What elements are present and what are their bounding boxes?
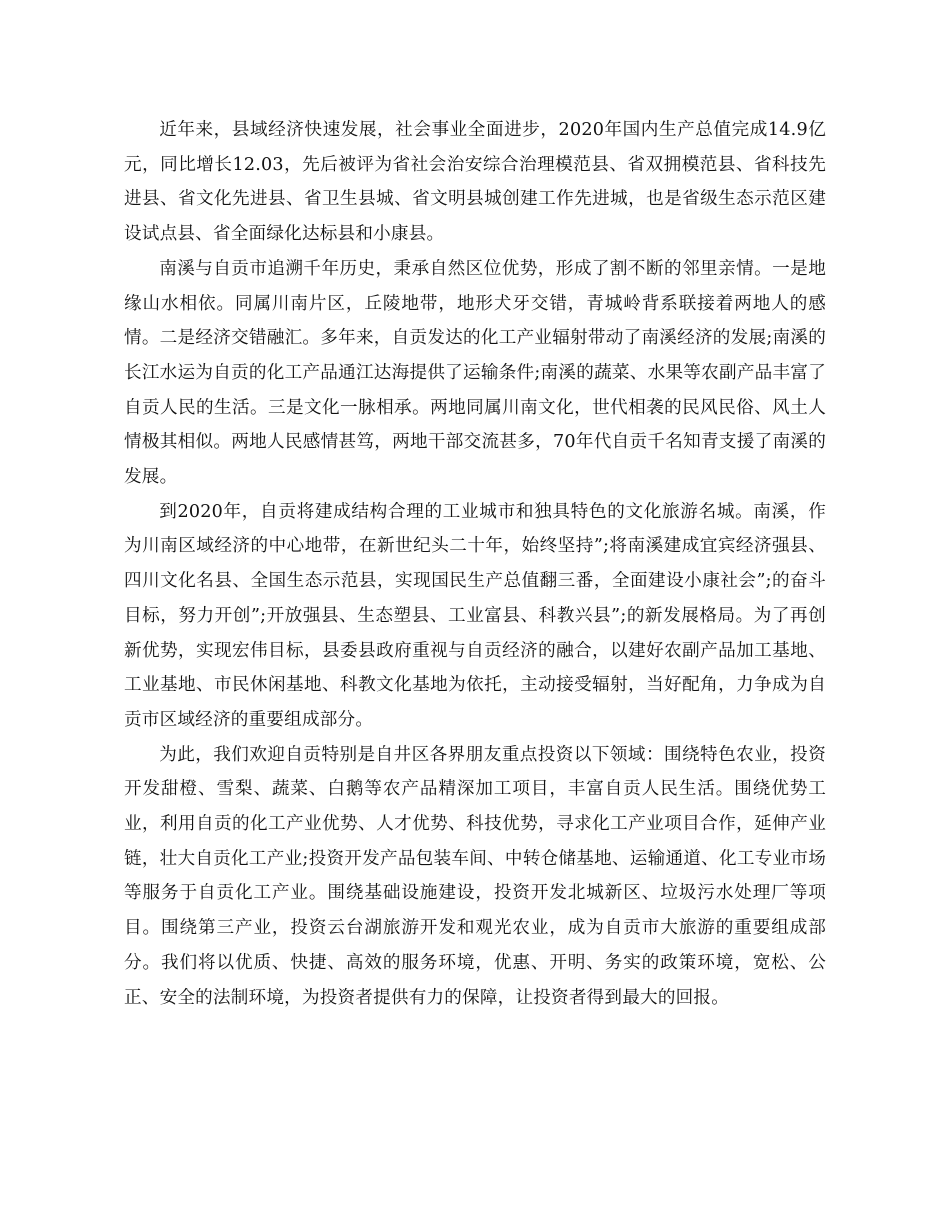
paragraph-4: 为此，我们欢迎自贡特别是自井区各界朋友重点投资以下领域：围绕特色农业，投资开发甜橙、雪梨、蔬菜、白鹅等农产品精深加工项目，丰富自贡人民生活。围绕优势工业，利用自贡的化工产业优势、人才优势、科技优势，寻求化工产业项目合作，延伸产业链，壮大自贡化工产业;投资开发产品包装车间、中转仓储基地、运输通道、化工专业市场等服务于自贡化工产业。围绕基础设施建设，投资开发北城新区、垃圾污水处理厂等项目。围绕第三产业，投资云台湖旅游开发和观光农业，成为自贡市大旅游的重要组成部分。我们将以优质、快捷、高效的服务环境，优惠、开明、务实的政策环境，宽松、公正、安全的法制环境，为投资者提供有力的保障，让投资者得到最大的回报。 [124,744,826,1008]
paragraph-1: 近年来，县域经济快速发展，社会事业全面进步，2020年国内生产总值完成14.9亿元，同比增长12.03，先后被评为省社会治安综合治理模范县、省双拥模范县、省科技先进县、省文化先进县、省卫生县城、省文明县城创建工作先进城，也是省级生态示范区建设试点县、省全面绿化达标县和小康县。 [124,120,826,245]
paragraph-2: 南溪与自贡市追溯千年历史，秉承自然区位优势，形成了割不断的邻里亲情。一是地缘山水相依。同属川南片区，丘陵地带，地形犬牙交错，青城岭背系联接着两地人的感情。二是经济交错融汇。多年来，自贡发达的化工产业辐射带动了南溪经济的发展;南溪的长江水运为自贡的化工产品通江达海提供了运输条件;南溪的蔬菜、水果等农副产品丰富了自贡人民的生活。三是文化一脉相承。两地同属川南文化，世代相袭的民风民俗、风土人情极其相似。两地人民感情甚笃，两地干部交流甚多，70年代自贡千名知青支援了南溪的发展。 [124,258,826,488]
document-body [124,113,826,1015]
paragraph-3: 到2020年，自贡将建成结构合理的工业城市和独具特色的文化旅游名城。南溪，作为川南区域经济的中心地带，在新世纪头二十年，始终坚持”;将南溪建成宜宾经济强县、四川文化名县、全国生态示范县，实现国民生产总值翻三番，全面建设小康社会”;的奋斗目标，努力开创”;开放强县、生态塑县、工业富县、科教兴县”;的新发展格局。为了再创新优势，实现宏伟目标，县委县政府重视与自贡经济的融合，以建好农副产品加工基地、工业基地、市民休闲基地、科教文化基地为依托，主动接受辐射，当好配角，力争成为自贡市区域经济的重要组成部分。 [124,501,826,730]
